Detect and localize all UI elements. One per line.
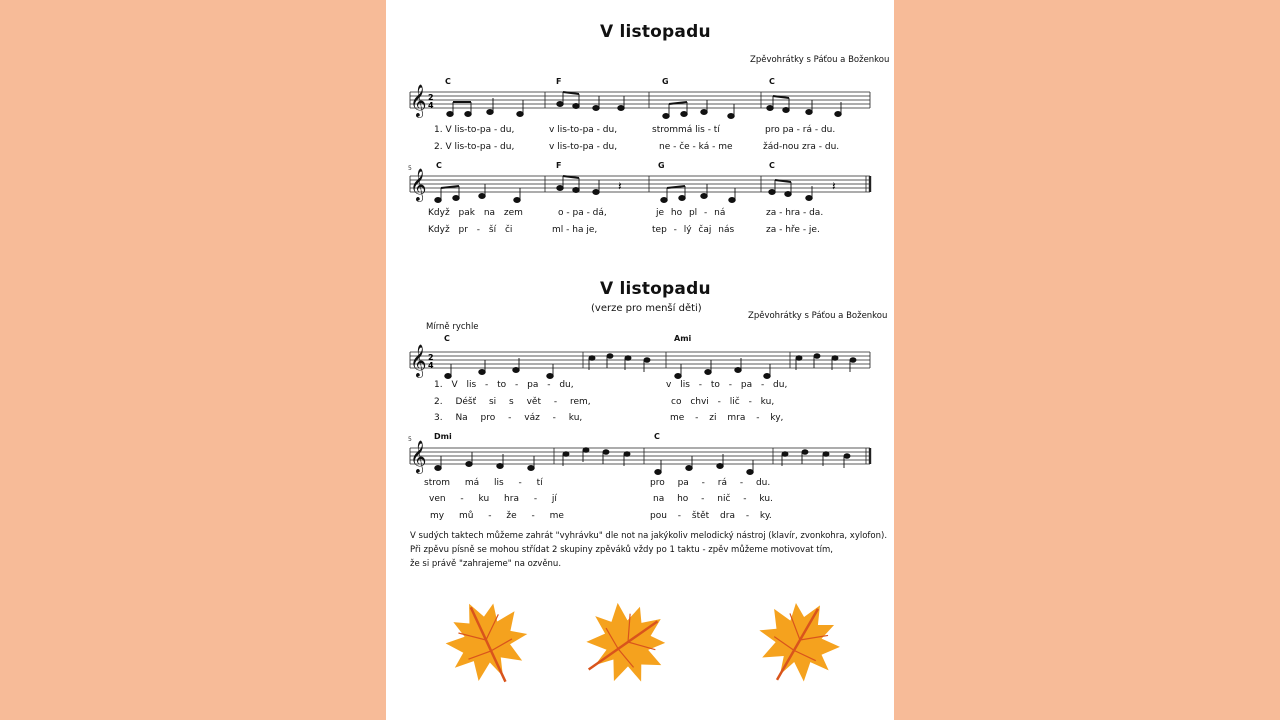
chord: F: [556, 161, 562, 170]
lyric: strommá lis - tí: [652, 125, 720, 135]
chord: C: [654, 432, 660, 441]
lyric: ml - ha je,: [552, 225, 598, 235]
lyric: 1. V lis-to-pa - du,: [434, 125, 515, 135]
lyric: za - hře - je.: [766, 225, 820, 235]
maple-leaf-icon: [433, 590, 542, 690]
chord: C: [445, 77, 451, 86]
maple-leaf-icon: [566, 590, 684, 690]
treble-clef-icon: 𝄞: [410, 84, 427, 117]
chord: F: [556, 77, 562, 86]
chord: G: [658, 161, 665, 170]
chord: C: [769, 77, 775, 86]
quarter-rest-icon: 𝄽: [618, 179, 622, 193]
measure-number: 5: [408, 165, 412, 172]
quarter-rest-icon: 𝄽: [832, 179, 836, 193]
lyric: za - hra - da.: [766, 208, 824, 218]
lyric: v lis - to - pa - du,: [666, 380, 788, 390]
song1-author: Zpěvohrátky s Páťou a Boženkou: [750, 55, 890, 65]
lyric: pro pa - rá - du.: [650, 478, 771, 488]
chord: C: [444, 334, 450, 343]
time-signature: 2: [428, 353, 434, 362]
lyric: 2. V lis-to-pa - du,: [434, 142, 515, 152]
lyric: 2. Déšť si s vět - rem,: [434, 397, 591, 407]
chord: C: [769, 161, 775, 170]
lyric: co chvi - lič - ku,: [671, 397, 775, 407]
autumn-leaves-decoration: [386, 590, 894, 690]
lyric: pro pa - rá - du.: [765, 125, 836, 135]
lyric: strom má lis - tí: [424, 478, 543, 488]
song2-author: Zpěvohrátky s Páťou a Boženkou: [748, 311, 888, 321]
tempo-marking: Mírně rychle: [426, 322, 479, 332]
lyric: v lis-to-pa - du,: [549, 142, 618, 152]
lyric: pou - štět dra - ky.: [650, 511, 772, 521]
chord: G: [662, 77, 669, 86]
note-line: V sudých taktech můžeme zahrát "vyhrávku" dle not na jakýkoliv melodický nástroj (klavír, zvonkohra, xylofon).: [410, 531, 888, 541]
song2-subtitle: (verze pro menší děti): [591, 303, 702, 314]
lyric: ven - ku hra - jí: [429, 494, 557, 504]
treble-clef-icon: 𝄞: [410, 168, 427, 201]
chord: C: [436, 161, 442, 170]
treble-clef-icon: 𝄞: [410, 440, 427, 473]
note-line: že si právě "zahrajeme" na ozvěnu.: [410, 559, 562, 569]
lyric: Když pr - ší či: [428, 225, 513, 235]
staff-song1-system2: [386, 168, 894, 212]
lyric: v lis-to-pa - du,: [549, 125, 618, 135]
song2-title: V listopadu: [600, 279, 711, 299]
lyric: o - pa - dá,: [558, 208, 607, 218]
lyric: my mů - že - me: [430, 511, 564, 521]
lyric: 1. V lis - to - pa - du,: [434, 380, 574, 390]
lyric: tep - lý čaj nás: [652, 225, 735, 235]
lyric: me - zi mra - ky,: [670, 413, 784, 423]
lyric: je ho pl - ná: [656, 208, 726, 218]
note-line: Při zpěvu písně se mohou střídat 2 skupiny zpěváků vždy po 1 taktu - zpěv můžeme motivovat tím,: [410, 545, 833, 555]
lyric: žád-nou zra - du.: [763, 142, 840, 152]
measure-number: 5: [408, 436, 412, 443]
treble-clef-icon: 𝄞: [410, 344, 427, 377]
chord: Dmi: [434, 432, 452, 441]
lyric: Když pak na zem: [428, 208, 523, 218]
sheet-music-page: [386, 0, 894, 720]
lyric: 3. Na pro - váz - ku,: [434, 413, 583, 423]
time-signature: 4: [428, 101, 434, 110]
time-signature: 2: [428, 93, 434, 102]
lyric: ne - če - ká - me: [659, 142, 733, 152]
chord: Ami: [674, 334, 692, 343]
song1-title: V listopadu: [600, 22, 711, 42]
maple-leaf-icon: [742, 590, 854, 690]
time-signature: 4: [428, 361, 434, 370]
lyric: na ho - nič - ku.: [653, 494, 773, 504]
